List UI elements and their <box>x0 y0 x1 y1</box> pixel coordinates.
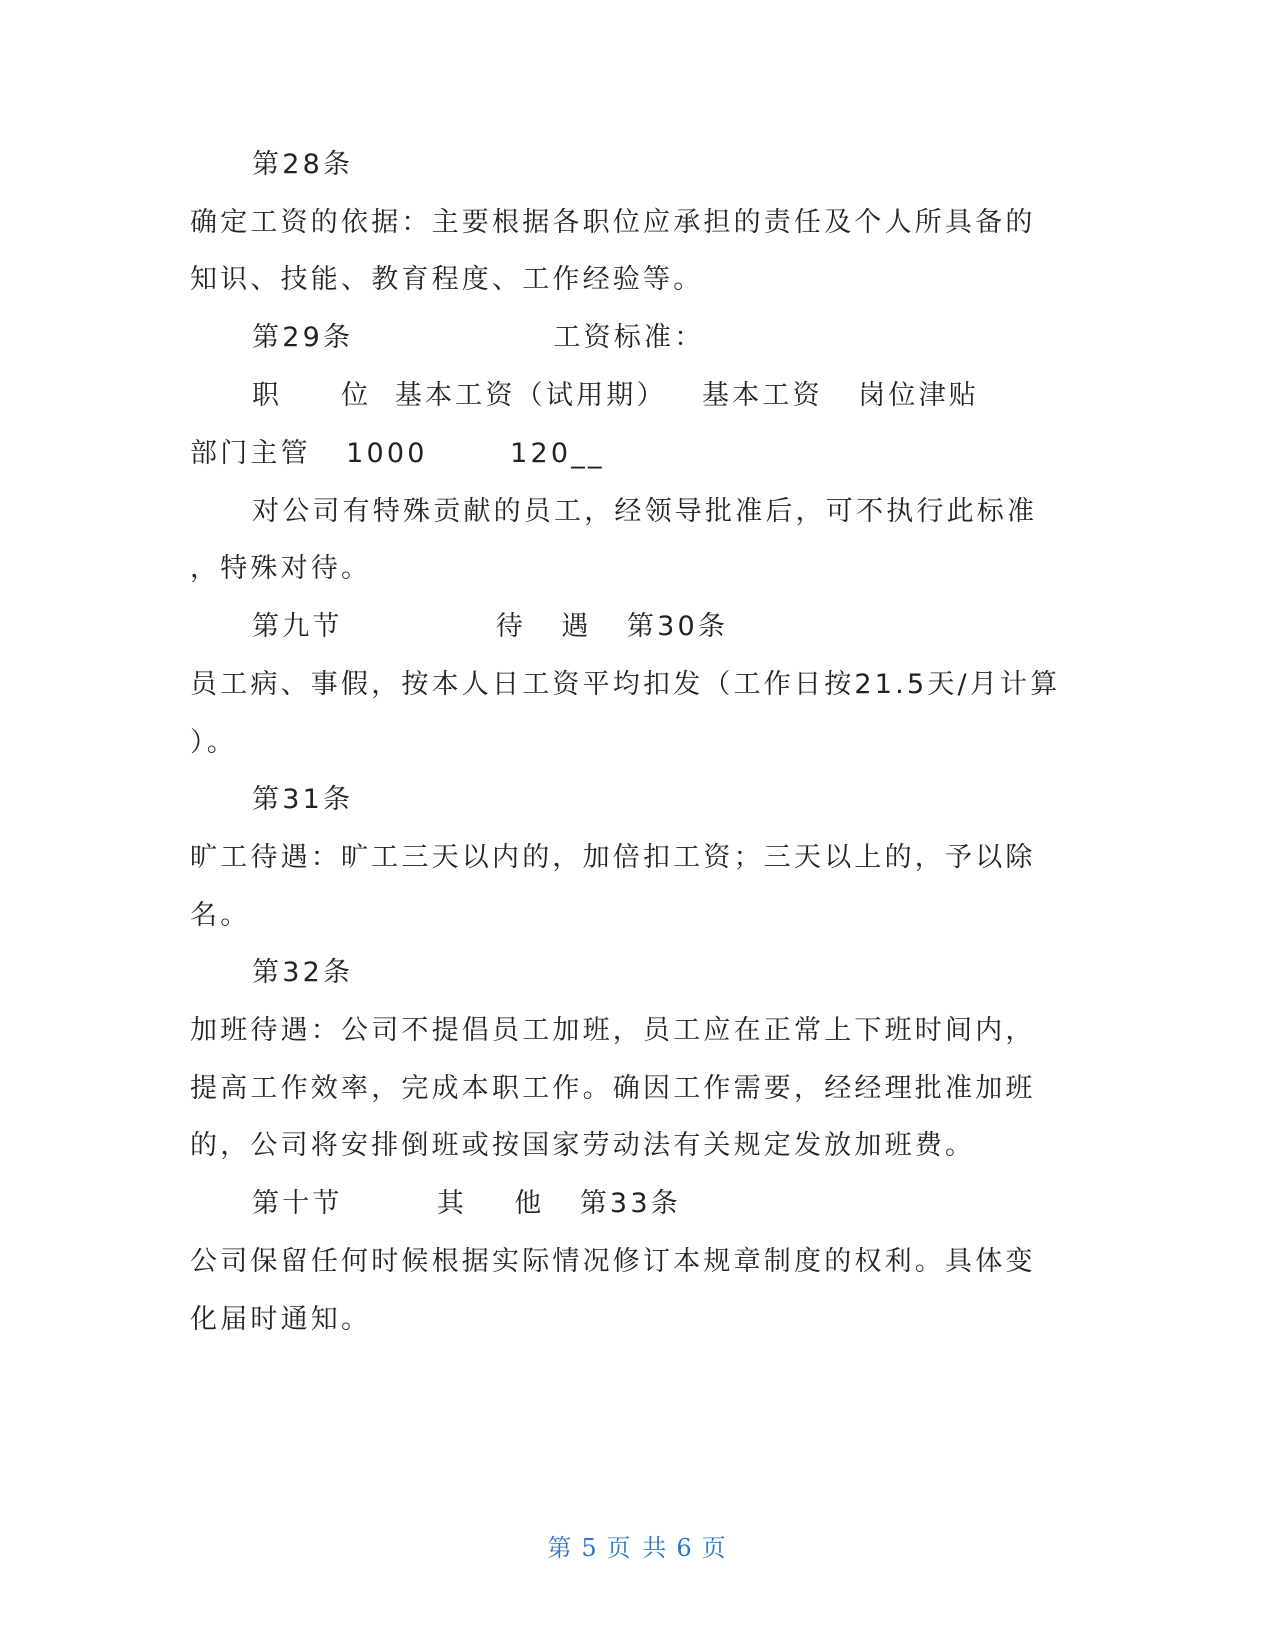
article-31-text-line-2: 名。 <box>190 900 251 931</box>
article-32-text-line-2: 提高工作效率，完成本职工作。确因工作需要，经经理批准加班 <box>190 1073 1036 1104</box>
article-28-text-line-2: 知识、技能、教育程度、工作经验等。 <box>190 264 704 295</box>
article-30-text-line-2: ）。 <box>190 727 237 758</box>
article-28-heading: 第28条 <box>252 149 354 180</box>
footer-total-pages: 6 <box>676 1534 694 1562</box>
article-31-heading: 第31条 <box>252 784 354 815</box>
article-33-text-line-2: 化届时通知。 <box>190 1304 372 1335</box>
salary-table-row: 部门主管 1000 120__ <box>190 438 605 469</box>
footer-page-number: 5 <box>581 1534 599 1562</box>
footer-suffix: 页 <box>701 1534 728 1562</box>
section-9-heading: 第九节 待 遇 第30条 <box>252 611 729 642</box>
article-29-heading: 第29条 工资标准： <box>252 322 705 353</box>
footer-middle: 页 共 <box>606 1534 669 1562</box>
article-30-text-line-1: 员工病、事假，按本人日工资平均扣发（工作日按21.5天/月计算 <box>190 669 1061 700</box>
article-32-text-line-3: 的，公司将安排倒班或按国家劳动法有关规定发放加班费。 <box>190 1130 976 1161</box>
article-31-text-line-1: 旷工待遇：旷工三天以内的，加倍扣工资；三天以上的，予以除 <box>190 842 1036 873</box>
section-10-heading: 第十节 其 他 第33条 <box>252 1188 681 1219</box>
footer-prefix: 第 <box>547 1534 574 1562</box>
article-28-text-line-1: 确定工资的依据：主要根据各职位应承担的责任及个人所具备的 <box>190 207 1036 238</box>
special-contribution-line-2: ，特殊对待。 <box>190 553 372 584</box>
special-contribution-line-1: 对公司有特殊贡献的员工，经领导批准后，可不执行此标准 <box>252 496 1038 527</box>
salary-table-header: 职 位 基本工资（试用期） 基本工资 岗位津贴 <box>252 380 979 411</box>
article-32-heading: 第32条 <box>252 957 354 988</box>
article-33-text-line-1: 公司保留任何时候根据实际情况修订本规章制度的权利。具体变 <box>190 1246 1036 1277</box>
page-footer <box>0 1528 1275 1563</box>
article-32-text-line-1: 加班待遇：公司不提倡员工加班，员工应在正常上下班时间内， <box>190 1015 1036 1046</box>
